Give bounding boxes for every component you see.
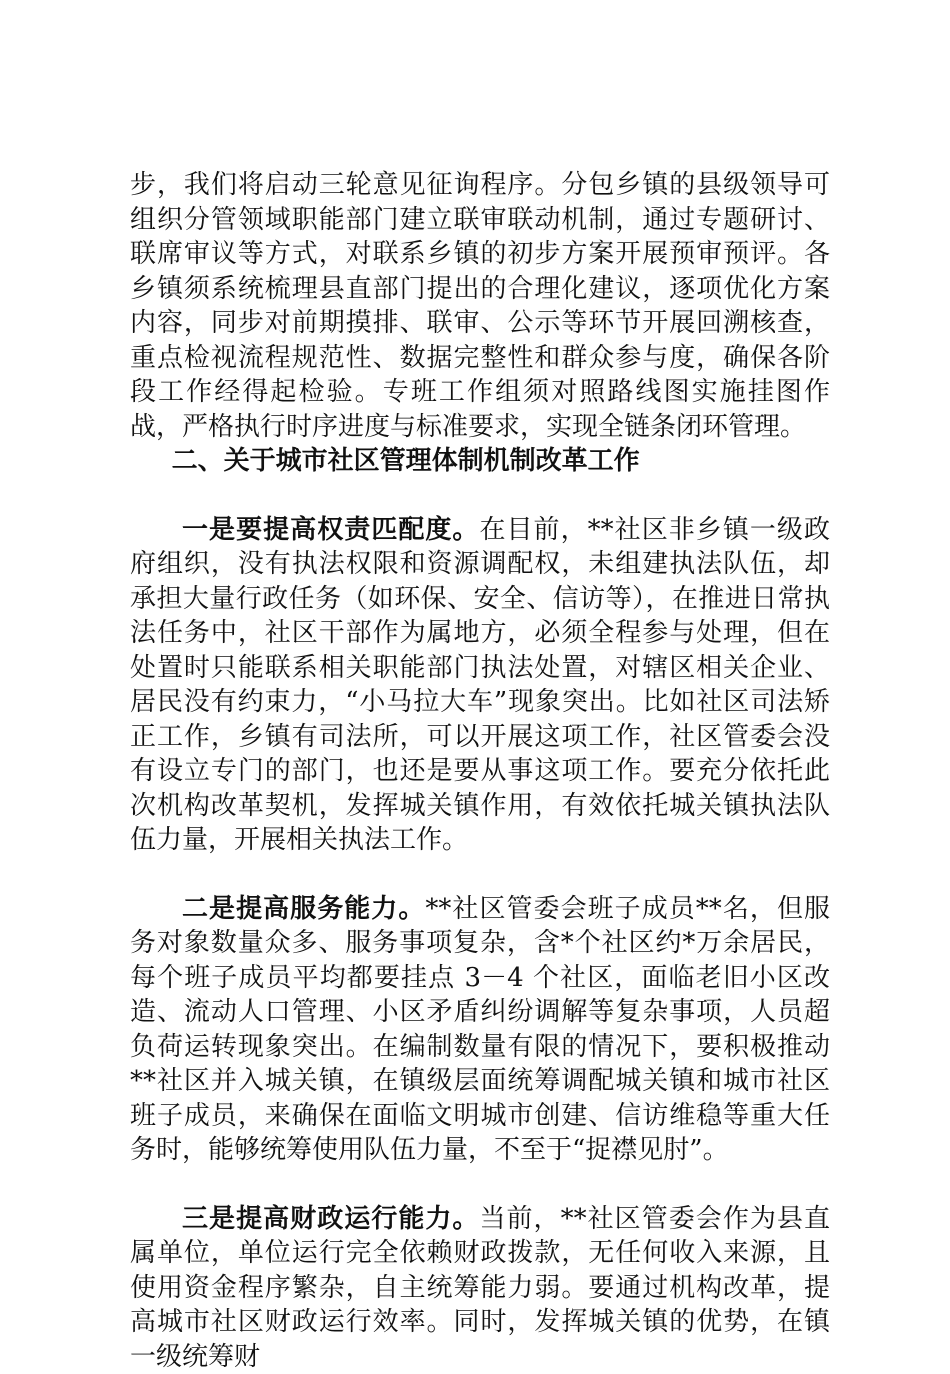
paragraph-body-fiscal: 当前，**社区管委会作为县直属单位，单位运行完全依赖财政拨款，无任何收入来源，且使用资金程序繁杂，自主统筹能力弱。要通过机构改革，提高城市社区财政运行效率。同时，发挥城关镇的优势，在镇一级统筹财 bbox=[130, 1204, 830, 1372]
paragraph-lead-service: 二是提高服务能力。 bbox=[182, 894, 425, 924]
paragraph-lead-fiscal: 三是提高财政运行能力。 bbox=[182, 1204, 479, 1234]
paragraph-authority-match bbox=[130, 513, 830, 858]
paragraph-fiscal-capacity bbox=[130, 1202, 830, 1374]
paragraph-continuation: 步，我们将启动三轮意见征询程序。分包乡镇的县级领导可组织分管领域职能部门建立联审联动机制，通过专题研讨、联席审议等方式，对联系乡镇的初步方案开展预审预评。各乡镇须系统梳理县直部门提出的合理化建议，逐项优化方案内容，同步对前期摸排、联审、公示等环节开展回溯核查，重点检视流程规范性、数据完整性和群众参与度，确保各阶段工作经得起检验。专班工作组须对照路线图实施挂图作战，严格执行时序进度与标准要求，实现全链条闭环管理。 bbox=[130, 168, 830, 444]
paragraph-lead-authority: 一是要提高权责匹配度。 bbox=[182, 515, 479, 545]
paragraph-body-authority: 在目前，**社区非乡镇一级政府组织，没有执法权限和资源调配权，未组建执法队伍，却承担大量行政任务（如环保、安全、信访等），在推进日常执法任务中，社区干部作为属地方，必须全程参与处理，但在处置时只能联系相关职能部门执法处置，对辖区相关企业、居民没有约束力，“小马拉大车”现象突出。比如社区司法矫正工作，乡镇有司法所，可以开展这项工作，社区管委会没有设立专门的部门，也还是要从事这项工作。要充分依托此次机构改革契机，发挥城关镇作用，有效依托城关镇执法队伍力量，开展相关执法工作。 bbox=[130, 515, 830, 856]
paragraph-service-capacity bbox=[130, 892, 830, 1168]
section-heading: 二、关于城市社区管理体制机制改革工作 bbox=[130, 444, 830, 479]
document-body bbox=[130, 168, 830, 1374]
paragraph-body-service: **社区管委会班子成员**名，但服务对象数量众多、服务事项复杂，含*个社区约*万余居民，每个班子成员平均都要挂点 3－4 个社区，面临老旧小区改造、流动人口管理、小区矛盾纠纷调解等复杂事项，人员超负荷运转现象突出。在编制数量有限的情况下，要积极推动**社区并入城关镇，在镇级层面统筹调配城关镇和城市社区班子成员，来确保在面临文明城市创建、信访维稳等重大任务时，能够统筹使用队伍力量，不至于“捉襟见肘”。 bbox=[130, 894, 830, 1166]
